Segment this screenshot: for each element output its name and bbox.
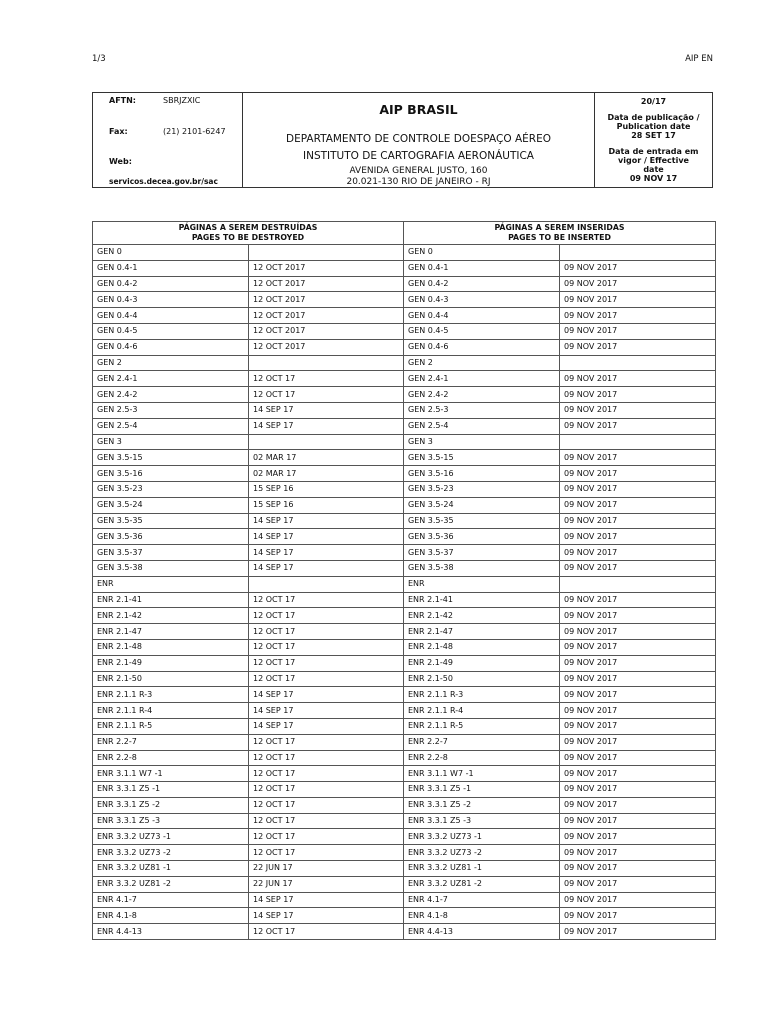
destroyed-page: ENR 2.1-48 bbox=[93, 639, 249, 655]
destroyed-page-date: 12 OCT 17 bbox=[249, 750, 404, 766]
table-row bbox=[93, 892, 716, 908]
inserted-page-date: 09 NOV 2017 bbox=[560, 481, 716, 497]
inserted-page-date: 09 NOV 2017 bbox=[560, 545, 716, 561]
inserted-page-date: 09 NOV 2017 bbox=[560, 924, 716, 940]
inserted-page: ENR 4.1-7 bbox=[404, 892, 560, 908]
table-row bbox=[93, 450, 716, 466]
inserted-page-date: 09 NOV 2017 bbox=[560, 323, 716, 339]
table-row bbox=[93, 497, 716, 513]
inserted-page-date: 09 NOV 2017 bbox=[560, 260, 716, 276]
inserted-page-date: 09 NOV 2017 bbox=[560, 592, 716, 608]
destroyed-page-date: 15 SEP 16 bbox=[249, 481, 404, 497]
destroyed-page-date: 12 OCT 2017 bbox=[249, 323, 404, 339]
destroyed-header-pt: PÁGINAS A SEREM DESTRUÍDAS bbox=[178, 223, 318, 232]
table-row bbox=[93, 292, 716, 308]
inserted-page-date: 09 NOV 2017 bbox=[560, 750, 716, 766]
destroyed-page-date: 14 SEP 17 bbox=[249, 892, 404, 908]
inserted-page: GEN 3.5-16 bbox=[404, 466, 560, 482]
inserted-page: GEN 3.5-23 bbox=[404, 481, 560, 497]
table-row bbox=[93, 371, 716, 387]
table-row bbox=[93, 434, 716, 450]
destroyed-header bbox=[93, 222, 404, 245]
inserted-page-date: 09 NOV 2017 bbox=[560, 450, 716, 466]
inserted-page-date: 09 NOV 2017 bbox=[560, 497, 716, 513]
table-row bbox=[93, 782, 716, 798]
department-name: DEPARTAMENTO DE CONTROLE DOESPAÇO AÉREO bbox=[286, 133, 551, 145]
destroyed-page-date: 22 JUN 17 bbox=[249, 876, 404, 892]
inserted-page-date: 09 NOV 2017 bbox=[560, 734, 716, 750]
inserted-page-date bbox=[560, 355, 716, 371]
destroyed-page: GEN 2.4-2 bbox=[93, 387, 249, 403]
inserted-page-date: 09 NOV 2017 bbox=[560, 813, 716, 829]
destroyed-page: ENR 3.3.2 UZ81 -1 bbox=[93, 861, 249, 877]
inserted-page: ENR 2.2-8 bbox=[404, 750, 560, 766]
inserted-page-date: 09 NOV 2017 bbox=[560, 339, 716, 355]
destroyed-page-date: 12 OCT 2017 bbox=[249, 308, 404, 324]
inserted-page-date: 09 NOV 2017 bbox=[560, 845, 716, 861]
inserted-page: GEN 3.5-35 bbox=[404, 513, 560, 529]
table-row bbox=[93, 813, 716, 829]
inserted-header-en: PAGES TO BE INSERTED bbox=[508, 233, 611, 242]
destroyed-page: ENR 2.1-41 bbox=[93, 592, 249, 608]
destroyed-page: GEN 0.4-3 bbox=[93, 292, 249, 308]
table-row bbox=[93, 703, 716, 719]
destroyed-page: GEN 3.5-16 bbox=[93, 466, 249, 482]
inserted-page-date: 09 NOV 2017 bbox=[560, 766, 716, 782]
inserted-page-date: 09 NOV 2017 bbox=[560, 560, 716, 576]
destroyed-page-date: 12 OCT 17 bbox=[249, 639, 404, 655]
supplement-number: 20/17 bbox=[640, 97, 667, 106]
address-line-1: AVENIDA GENERAL JUSTO, 160 bbox=[349, 166, 488, 176]
dates-block bbox=[594, 93, 712, 187]
fax-label: Fax: bbox=[109, 127, 128, 136]
table-row bbox=[93, 481, 716, 497]
destroyed-page-date bbox=[249, 434, 404, 450]
destroyed-page: ENR 3.3.2 UZ81 -2 bbox=[93, 876, 249, 892]
destroyed-page-date: 12 OCT 17 bbox=[249, 924, 404, 940]
aftn-label: AFTN: bbox=[109, 96, 137, 105]
inserted-page: GEN 2.4-2 bbox=[404, 387, 560, 403]
inserted-page-date: 09 NOV 2017 bbox=[560, 466, 716, 482]
destroyed-page: GEN 0.4-1 bbox=[93, 260, 249, 276]
publication-date-label-1: Data de publicação / bbox=[607, 113, 700, 122]
inserted-page: GEN 3.5-15 bbox=[404, 450, 560, 466]
destroyed-page: GEN 3.5-24 bbox=[93, 497, 249, 513]
table-row bbox=[93, 245, 716, 261]
inserted-page-date: 09 NOV 2017 bbox=[560, 608, 716, 624]
destroyed-page: ENR 4.1-7 bbox=[93, 892, 249, 908]
destroyed-page-date: 12 OCT 17 bbox=[249, 845, 404, 861]
inserted-page: ENR 3.3.1 Z5 -2 bbox=[404, 797, 560, 813]
inserted-page-date bbox=[560, 245, 716, 261]
table-row bbox=[93, 908, 716, 924]
effective-date-label-3: date bbox=[643, 165, 664, 174]
inserted-page-date: 09 NOV 2017 bbox=[560, 782, 716, 798]
table-row bbox=[93, 655, 716, 671]
table-row bbox=[93, 529, 716, 545]
table-row bbox=[93, 861, 716, 877]
destroyed-page-date: 12 OCT 17 bbox=[249, 671, 404, 687]
table-row bbox=[93, 545, 716, 561]
aftn-value: SBRJZXIC bbox=[163, 96, 201, 105]
address-line-2: 20.021-130 RIO DE JANEIRO - RJ bbox=[346, 177, 491, 187]
inserted-page: ENR 3.1.1 W7 -1 bbox=[404, 766, 560, 782]
inserted-page: ENR 2.1-50 bbox=[404, 671, 560, 687]
inserted-page: ENR 3.3.2 UZ81 -2 bbox=[404, 876, 560, 892]
inserted-page: GEN 0.4-1 bbox=[404, 260, 560, 276]
table-row bbox=[93, 466, 716, 482]
inserted-page: ENR 2.1-49 bbox=[404, 655, 560, 671]
destroyed-page-date: 12 OCT 2017 bbox=[249, 339, 404, 355]
destroyed-page-date: 12 OCT 17 bbox=[249, 829, 404, 845]
inserted-page-date: 09 NOV 2017 bbox=[560, 418, 716, 434]
inserted-page-date: 09 NOV 2017 bbox=[560, 292, 716, 308]
destroyed-page-date bbox=[249, 355, 404, 371]
table-row bbox=[93, 718, 716, 734]
header-title-block bbox=[243, 93, 594, 187]
inserted-header bbox=[404, 222, 716, 245]
destroyed-page-date: 02 MAR 17 bbox=[249, 466, 404, 482]
table-row bbox=[93, 750, 716, 766]
inserted-page: ENR 2.1-41 bbox=[404, 592, 560, 608]
destroyed-page-date: 12 OCT 2017 bbox=[249, 260, 404, 276]
table-row bbox=[93, 513, 716, 529]
inserted-page-date: 09 NOV 2017 bbox=[560, 829, 716, 845]
publication-date: 28 SET 17 bbox=[631, 131, 676, 140]
effective-date-label-1: Data de entrada em bbox=[608, 147, 699, 156]
destroyed-page-date: 12 OCT 17 bbox=[249, 387, 404, 403]
pages-checklist-table bbox=[92, 221, 716, 940]
destroyed-page-date: 22 JUN 17 bbox=[249, 861, 404, 877]
fax-value: (21) 2101-6247 bbox=[163, 127, 226, 136]
inserted-page-date: 09 NOV 2017 bbox=[560, 671, 716, 687]
publication-date-label-2: Publication date bbox=[616, 122, 691, 131]
destroyed-page-date: 12 OCT 17 bbox=[249, 766, 404, 782]
inserted-page-date: 09 NOV 2017 bbox=[560, 892, 716, 908]
destroyed-page: ENR 2.1-42 bbox=[93, 608, 249, 624]
inserted-page: GEN 0.4-4 bbox=[404, 308, 560, 324]
destroyed-page: GEN 2 bbox=[93, 355, 249, 371]
destroyed-page-date: 12 OCT 17 bbox=[249, 782, 404, 798]
destroyed-page: GEN 0.4-2 bbox=[93, 276, 249, 292]
inserted-page: GEN 0 bbox=[404, 245, 560, 261]
destroyed-page-date: 14 SEP 17 bbox=[249, 529, 404, 545]
destroyed-page: ENR 2.1.1 R-3 bbox=[93, 687, 249, 703]
inserted-page: GEN 2.5-3 bbox=[404, 402, 560, 418]
destroyed-page-date: 12 OCT 17 bbox=[249, 655, 404, 671]
table-row bbox=[93, 797, 716, 813]
inserted-page: ENR 2.1.1 R-3 bbox=[404, 687, 560, 703]
inserted-page: ENR 2.1-47 bbox=[404, 624, 560, 640]
inserted-page-date: 09 NOV 2017 bbox=[560, 308, 716, 324]
web-value: servicos.decea.gov.br/sac bbox=[109, 177, 218, 186]
destroyed-page-date bbox=[249, 576, 404, 592]
table-header-row bbox=[93, 222, 716, 245]
inserted-page-date: 09 NOV 2017 bbox=[560, 655, 716, 671]
table-row bbox=[93, 308, 716, 324]
destroyed-page-date: 12 OCT 17 bbox=[249, 797, 404, 813]
table-row bbox=[93, 687, 716, 703]
inserted-page-date: 09 NOV 2017 bbox=[560, 371, 716, 387]
inserted-page-date: 09 NOV 2017 bbox=[560, 624, 716, 640]
table-row bbox=[93, 260, 716, 276]
destroyed-page-date: 14 SEP 17 bbox=[249, 718, 404, 734]
destroyed-page: ENR 4.4-13 bbox=[93, 924, 249, 940]
destroyed-page-date: 15 SEP 16 bbox=[249, 497, 404, 513]
inserted-page-date: 09 NOV 2017 bbox=[560, 529, 716, 545]
inserted-page: GEN 0.4-3 bbox=[404, 292, 560, 308]
destroyed-page-date: 12 OCT 2017 bbox=[249, 276, 404, 292]
destroyed-page: GEN 3.5-35 bbox=[93, 513, 249, 529]
destroyed-page-date: 14 SEP 17 bbox=[249, 908, 404, 924]
table-row bbox=[93, 671, 716, 687]
destroyed-page-date: 12 OCT 17 bbox=[249, 371, 404, 387]
table-row bbox=[93, 592, 716, 608]
destroyed-page: ENR 3.3.1 Z5 -1 bbox=[93, 782, 249, 798]
table-row bbox=[93, 339, 716, 355]
inserted-page-date: 09 NOV 2017 bbox=[560, 513, 716, 529]
destroyed-page: ENR 3.3.2 UZ73 -1 bbox=[93, 829, 249, 845]
page-number: 1/3 bbox=[92, 54, 106, 64]
table-row bbox=[93, 766, 716, 782]
inserted-page: GEN 3.5-24 bbox=[404, 497, 560, 513]
inserted-page-date: 09 NOV 2017 bbox=[560, 276, 716, 292]
inserted-page: ENR 3.3.1 Z5 -1 bbox=[404, 782, 560, 798]
destroyed-page-date: 14 SEP 17 bbox=[249, 545, 404, 561]
publication-label: AIP EN bbox=[685, 54, 713, 64]
destroyed-page: GEN 3 bbox=[93, 434, 249, 450]
table-row bbox=[93, 608, 716, 624]
destroyed-page: ENR 2.1-50 bbox=[93, 671, 249, 687]
inserted-page: ENR 3.3.2 UZ73 -2 bbox=[404, 845, 560, 861]
effective-date-label-2: vigor / Effective bbox=[618, 156, 689, 165]
inserted-page: GEN 3.5-36 bbox=[404, 529, 560, 545]
inserted-header-pt: PÁGINAS A SEREM INSERIDAS bbox=[494, 223, 625, 232]
table-row bbox=[93, 876, 716, 892]
destroyed-page-date: 14 SEP 17 bbox=[249, 418, 404, 434]
inserted-page: ENR 2.2-7 bbox=[404, 734, 560, 750]
inserted-page: GEN 2.5-4 bbox=[404, 418, 560, 434]
table-row bbox=[93, 624, 716, 640]
inserted-page: ENR 3.3.2 UZ73 -1 bbox=[404, 829, 560, 845]
page-title: AIP BRASIL bbox=[379, 102, 458, 117]
institute-name: INSTITUTO DE CARTOGRAFIA AERONÁUTICA bbox=[303, 150, 534, 162]
destroyed-page: ENR 2.1-49 bbox=[93, 655, 249, 671]
table-row bbox=[93, 355, 716, 371]
destroyed-page: ENR 2.2-7 bbox=[93, 734, 249, 750]
table-row bbox=[93, 418, 716, 434]
table-row bbox=[93, 402, 716, 418]
destroyed-page: GEN 0.4-4 bbox=[93, 308, 249, 324]
destroyed-page-date: 12 OCT 17 bbox=[249, 592, 404, 608]
inserted-page: ENR 2.1.1 R-5 bbox=[404, 718, 560, 734]
inserted-page-date: 09 NOV 2017 bbox=[560, 861, 716, 877]
inserted-page: ENR 3.3.2 UZ81 -1 bbox=[404, 861, 560, 877]
destroyed-page-date: 12 OCT 17 bbox=[249, 624, 404, 640]
table-body bbox=[93, 245, 716, 940]
table-row bbox=[93, 734, 716, 750]
destroyed-page-date: 14 SEP 17 bbox=[249, 560, 404, 576]
destroyed-page-date: 14 SEP 17 bbox=[249, 402, 404, 418]
inserted-page-date bbox=[560, 576, 716, 592]
table-row bbox=[93, 276, 716, 292]
inserted-page-date bbox=[560, 434, 716, 450]
inserted-page: GEN 0.4-5 bbox=[404, 323, 560, 339]
inserted-page: ENR 4.1-8 bbox=[404, 908, 560, 924]
table-row bbox=[93, 560, 716, 576]
destroyed-page: ENR 2.2-8 bbox=[93, 750, 249, 766]
inserted-page-date: 09 NOV 2017 bbox=[560, 639, 716, 655]
inserted-page: GEN 2 bbox=[404, 355, 560, 371]
destroyed-page-date: 14 SEP 17 bbox=[249, 703, 404, 719]
table-row bbox=[93, 576, 716, 592]
destroyed-header-en: PAGES TO BE DESTROYED bbox=[191, 233, 305, 242]
inserted-page-date: 09 NOV 2017 bbox=[560, 703, 716, 719]
destroyed-page-date: 14 SEP 17 bbox=[249, 687, 404, 703]
web-label: Web: bbox=[109, 157, 132, 166]
inserted-page: ENR bbox=[404, 576, 560, 592]
destroyed-page: GEN 3.5-38 bbox=[93, 560, 249, 576]
inserted-page-date: 09 NOV 2017 bbox=[560, 387, 716, 403]
inserted-page: ENR 2.1-42 bbox=[404, 608, 560, 624]
destroyed-page: GEN 0 bbox=[93, 245, 249, 261]
inserted-page: GEN 3.5-37 bbox=[404, 545, 560, 561]
destroyed-page: GEN 2.4-1 bbox=[93, 371, 249, 387]
destroyed-page: GEN 3.5-15 bbox=[93, 450, 249, 466]
destroyed-page: GEN 0.4-6 bbox=[93, 339, 249, 355]
inserted-page: GEN 3.5-38 bbox=[404, 560, 560, 576]
destroyed-page-date: 12 OCT 17 bbox=[249, 608, 404, 624]
table-row bbox=[93, 829, 716, 845]
destroyed-page: GEN 3.5-23 bbox=[93, 481, 249, 497]
destroyed-page: ENR 2.1.1 R-5 bbox=[93, 718, 249, 734]
contact-block bbox=[93, 93, 243, 187]
destroyed-page-date: 12 OCT 17 bbox=[249, 734, 404, 750]
destroyed-page: ENR 3.3.1 Z5 -3 bbox=[93, 813, 249, 829]
inserted-page-date: 09 NOV 2017 bbox=[560, 908, 716, 924]
destroyed-page-date: 14 SEP 17 bbox=[249, 513, 404, 529]
inserted-page: ENR 3.3.1 Z5 -3 bbox=[404, 813, 560, 829]
document-header bbox=[92, 92, 713, 188]
inserted-page: ENR 2.1-48 bbox=[404, 639, 560, 655]
destroyed-page: GEN 3.5-36 bbox=[93, 529, 249, 545]
destroyed-page: ENR 3.1.1 W7 -1 bbox=[93, 766, 249, 782]
destroyed-page: GEN 2.5-3 bbox=[93, 402, 249, 418]
inserted-page: GEN 0.4-6 bbox=[404, 339, 560, 355]
destroyed-page: ENR 2.1-47 bbox=[93, 624, 249, 640]
table-row bbox=[93, 845, 716, 861]
inserted-page: GEN 2.4-1 bbox=[404, 371, 560, 387]
inserted-page-date: 09 NOV 2017 bbox=[560, 718, 716, 734]
inserted-page-date: 09 NOV 2017 bbox=[560, 797, 716, 813]
table-row bbox=[93, 639, 716, 655]
destroyed-page: GEN 2.5-4 bbox=[93, 418, 249, 434]
destroyed-page: GEN 0.4-5 bbox=[93, 323, 249, 339]
inserted-page: GEN 0.4-2 bbox=[404, 276, 560, 292]
destroyed-page: ENR 2.1.1 R-4 bbox=[93, 703, 249, 719]
destroyed-page: ENR bbox=[93, 576, 249, 592]
destroyed-page: ENR 4.1-8 bbox=[93, 908, 249, 924]
destroyed-page: GEN 3.5-37 bbox=[93, 545, 249, 561]
inserted-page: GEN 3 bbox=[404, 434, 560, 450]
destroyed-page-date: 12 OCT 17 bbox=[249, 813, 404, 829]
table-row bbox=[93, 387, 716, 403]
destroyed-page-date bbox=[249, 245, 404, 261]
inserted-page-date: 09 NOV 2017 bbox=[560, 687, 716, 703]
destroyed-page-date: 12 OCT 2017 bbox=[249, 292, 404, 308]
destroyed-page: ENR 3.3.1 Z5 -2 bbox=[93, 797, 249, 813]
destroyed-page: ENR 3.3.2 UZ73 -2 bbox=[93, 845, 249, 861]
table-row bbox=[93, 924, 716, 940]
inserted-page: ENR 4.4-13 bbox=[404, 924, 560, 940]
destroyed-page-date: 02 MAR 17 bbox=[249, 450, 404, 466]
inserted-page: ENR 2.1.1 R-4 bbox=[404, 703, 560, 719]
effective-date: 09 NOV 17 bbox=[629, 174, 678, 183]
inserted-page-date: 09 NOV 2017 bbox=[560, 402, 716, 418]
table-row bbox=[93, 323, 716, 339]
inserted-page-date: 09 NOV 2017 bbox=[560, 876, 716, 892]
